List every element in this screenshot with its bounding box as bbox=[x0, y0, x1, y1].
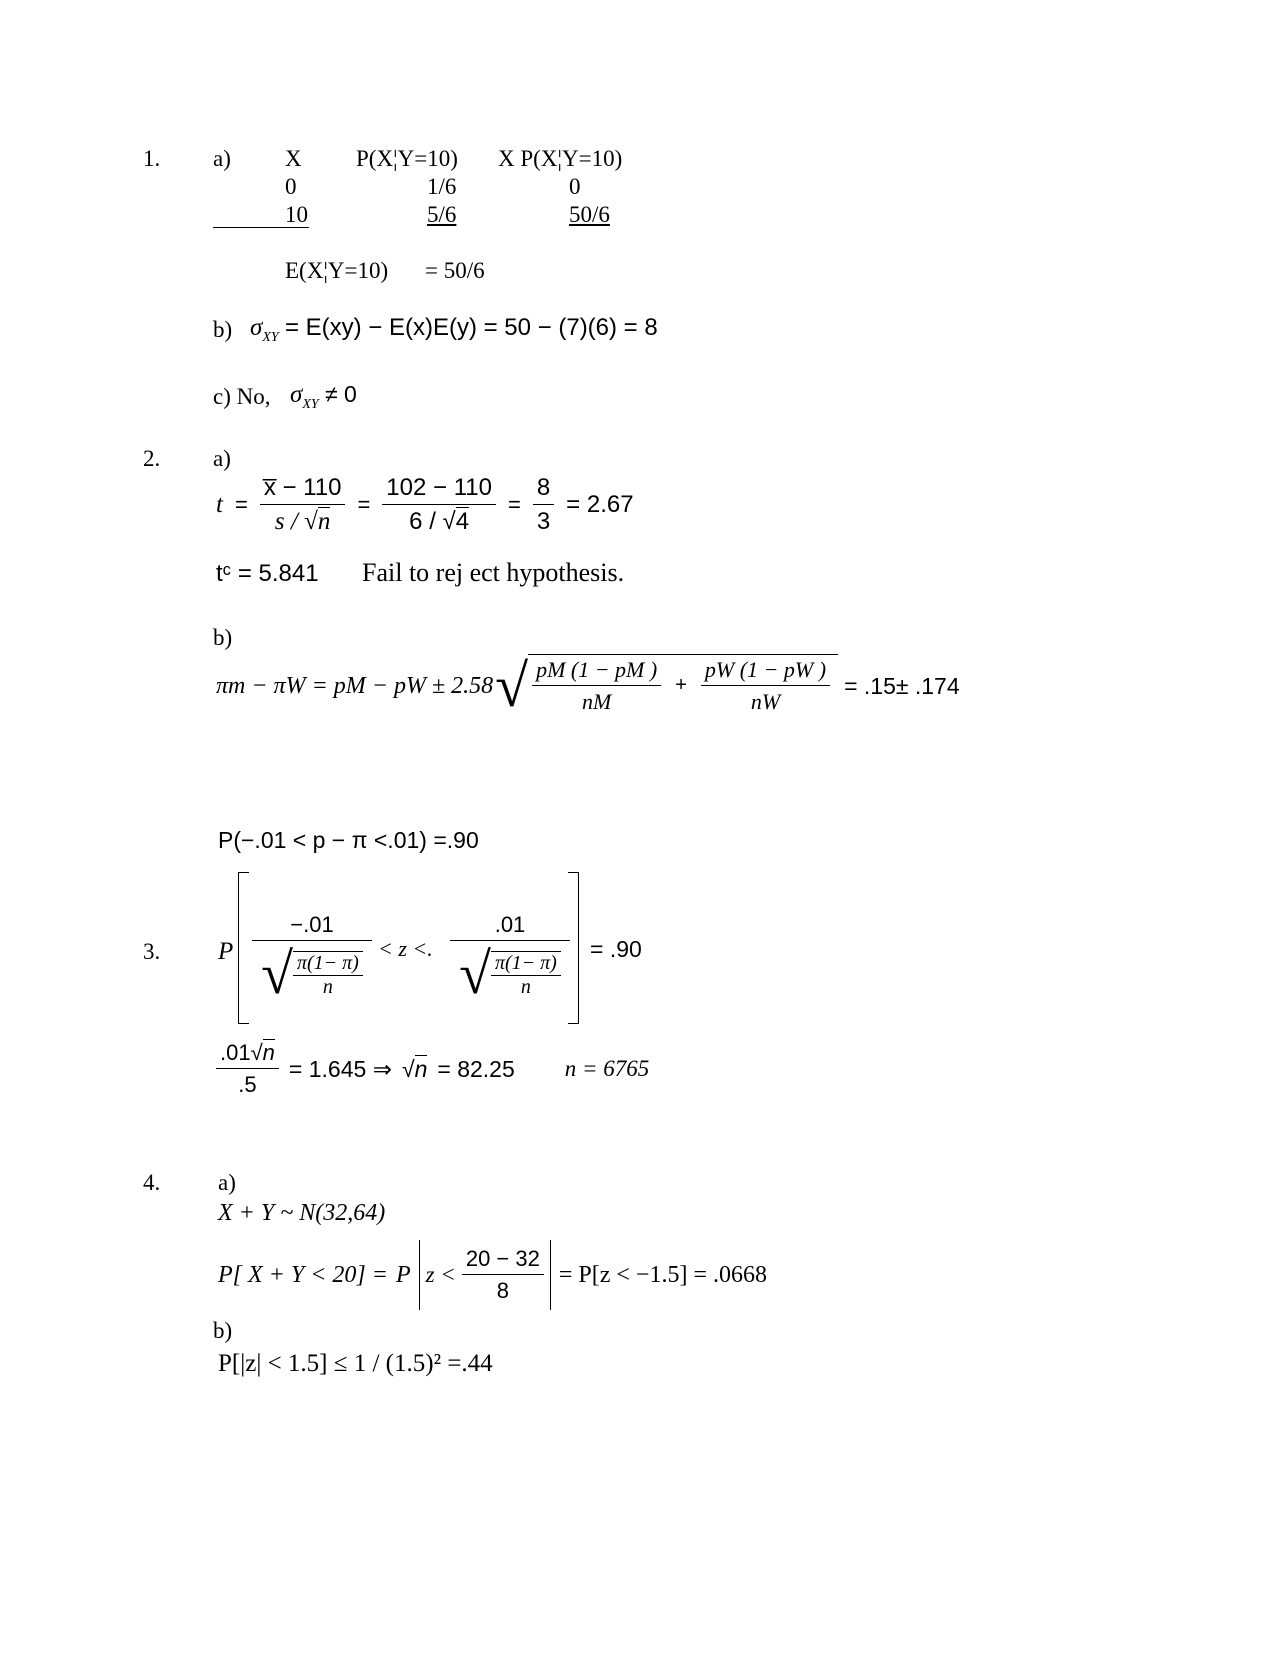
n-symbol: n bbox=[322, 976, 333, 998]
pi-expression: π(1− π) bbox=[293, 952, 363, 976]
sqrt-icon: √ bbox=[459, 941, 491, 1006]
problem-2-number: 2. bbox=[143, 446, 161, 471]
table-header-prob: P(X¦Y=10) bbox=[356, 146, 458, 171]
numerator-value: .01 bbox=[220, 1040, 251, 1065]
covariance-equation bbox=[250, 314, 658, 346]
part-c-text: c) No, bbox=[213, 384, 271, 409]
fraction-simplified bbox=[533, 474, 554, 536]
t-statistic-equation bbox=[216, 474, 634, 536]
probability-value: = .90 bbox=[590, 936, 642, 962]
part-b-label: b) bbox=[213, 1318, 233, 1343]
sigma-subscript: XY bbox=[302, 397, 319, 412]
z-inequality: < z <. bbox=[378, 936, 433, 961]
distribution-statement: X + Y ~ N(32,64) bbox=[218, 1200, 386, 1226]
sqrt-n-value: = 82.25 bbox=[437, 1055, 515, 1082]
fraction-denominator bbox=[271, 505, 334, 536]
sqrt-icon: √ bbox=[250, 1040, 263, 1065]
probability-lhs: P[ X + Y < 20] = bbox=[218, 1261, 388, 1288]
chebyshev-bound: P[|z| < 1.5] ≤ 1 / (1.5)² =.44 bbox=[218, 1350, 493, 1377]
table-cell: 10 bbox=[285, 202, 308, 227]
expectation-rhs: = 50/6 bbox=[425, 258, 485, 283]
fraction-denominator: 8 bbox=[496, 1278, 509, 1303]
standardized-probability bbox=[218, 872, 593, 1022]
fraction-denominator bbox=[252, 943, 372, 1005]
n-symbol: n bbox=[262, 1040, 275, 1065]
ci-result: = .15± .174 bbox=[844, 672, 960, 699]
n-symbol: n bbox=[317, 508, 331, 535]
left-fraction bbox=[252, 912, 372, 1005]
fraction-numerator: 8 bbox=[533, 474, 554, 505]
not-equal-zero: ≠ 0 bbox=[324, 381, 357, 407]
fraction-numerator: pM (1 − pM ) bbox=[532, 657, 661, 686]
n-symbol: n bbox=[520, 976, 531, 998]
table-rule bbox=[213, 227, 309, 228]
equals-sign: = bbox=[357, 492, 371, 517]
fraction-numerator: .01 bbox=[450, 912, 570, 941]
sample-size-equation bbox=[216, 1040, 649, 1098]
problem-4-number: 4. bbox=[143, 1170, 161, 1195]
fraction bbox=[462, 1246, 544, 1304]
table-header-xprob: X P(X¦Y=10) bbox=[498, 146, 623, 171]
chain-equation: = 1.645 ⇒ bbox=[288, 1055, 392, 1082]
table-cell: 50/6 bbox=[569, 202, 610, 227]
probability-result: = P[z < −1.5] = .0668 bbox=[558, 1261, 767, 1288]
p-symbol: P bbox=[218, 938, 234, 965]
fraction-numerator: −.01 bbox=[252, 912, 372, 941]
equals-sign: = bbox=[507, 492, 521, 517]
part-a-label: a) bbox=[218, 1170, 236, 1195]
part-a-label: a) bbox=[213, 446, 231, 471]
fraction-denominator: 3 bbox=[536, 508, 551, 535]
sqrt-radicand bbox=[491, 951, 561, 999]
part-b-label: b) bbox=[213, 625, 233, 650]
table-header-x: X bbox=[285, 146, 302, 171]
confidence-interval-equation bbox=[216, 653, 960, 719]
z-less-than: z < bbox=[425, 1262, 456, 1287]
table-cell: 0 bbox=[569, 174, 581, 199]
t-value: = 2.67 bbox=[566, 491, 634, 518]
sqrt-icon: √ bbox=[442, 508, 456, 535]
six-symbol: 6 / bbox=[409, 508, 443, 535]
fraction-denominator bbox=[450, 943, 570, 1005]
sqrt-icon: √ bbox=[401, 1055, 415, 1082]
fraction-women bbox=[701, 657, 830, 715]
fraction bbox=[216, 1040, 279, 1098]
sqrt-icon: √ bbox=[495, 653, 529, 719]
fraction-numerator: 20 − 32 bbox=[462, 1246, 544, 1275]
left-bracket bbox=[238, 872, 249, 1024]
equals-sign: = bbox=[234, 492, 248, 517]
sqrt-icon: √ bbox=[261, 941, 293, 1006]
t-symbol: t bbox=[216, 491, 223, 518]
fraction-numerator: x̅ − 110 bbox=[260, 474, 346, 505]
four-symbol: 4 bbox=[455, 508, 470, 535]
sigma-symbol: σ bbox=[250, 314, 263, 341]
fraction-men bbox=[532, 657, 661, 715]
fraction-denominator: nM bbox=[581, 688, 612, 714]
sigma-subscript: XY bbox=[262, 330, 279, 345]
independence-statement bbox=[290, 381, 357, 413]
plus-sign: + bbox=[675, 674, 687, 696]
bracket-group bbox=[419, 1240, 551, 1310]
right-fraction bbox=[450, 912, 570, 1005]
fraction-denominator bbox=[405, 505, 473, 536]
table-cell: 5/6 bbox=[427, 202, 457, 227]
part-b-label: b) bbox=[213, 317, 233, 342]
n-symbol: n bbox=[414, 1055, 428, 1082]
expectation-lhs: E(X¦Y=10) bbox=[285, 258, 389, 283]
sqrt-icon: √ bbox=[304, 508, 318, 535]
fraction-numerator bbox=[216, 1040, 279, 1069]
problem-1-number: 1. bbox=[143, 146, 161, 171]
probability-statement: P(−.01 < p − π <.01) =.90 bbox=[218, 827, 479, 853]
sqrt-n bbox=[402, 1056, 427, 1083]
sigma-symbol: σ bbox=[290, 381, 303, 408]
sqrt-radicand bbox=[293, 951, 363, 999]
fraction-values bbox=[382, 474, 496, 536]
p-symbol: P bbox=[395, 1261, 411, 1288]
fraction-numerator: pW (1 − pW ) bbox=[701, 657, 830, 686]
ci-radicand bbox=[528, 654, 838, 715]
conclusion: Fail to rej ect hypothesis. bbox=[362, 558, 625, 587]
fraction-denominator: .5 bbox=[238, 1072, 257, 1097]
critical-value: tᶜ = 5.841 bbox=[216, 560, 319, 587]
part-a-label: a) bbox=[213, 146, 231, 171]
covariance-rhs: = E(xy) − E(x)E(y) = 50 − (7)(6) = 8 bbox=[284, 314, 658, 341]
fraction-numerator: 102 − 110 bbox=[382, 474, 496, 505]
ci-lhs: πm − πW = pM − pW ± 2.58 bbox=[216, 672, 494, 699]
fraction-denominator: nW bbox=[750, 688, 781, 714]
s-symbol: s / bbox=[274, 508, 305, 535]
table-cell: 1/6 bbox=[427, 174, 457, 199]
table-cell: 0 bbox=[285, 174, 297, 199]
fraction-general bbox=[260, 474, 346, 536]
normal-probability-equation bbox=[218, 1240, 767, 1310]
problem-3-number: 3. bbox=[143, 939, 161, 964]
sample-size-result: n = 6765 bbox=[564, 1056, 650, 1081]
pi-expression: π(1− π) bbox=[491, 952, 561, 976]
